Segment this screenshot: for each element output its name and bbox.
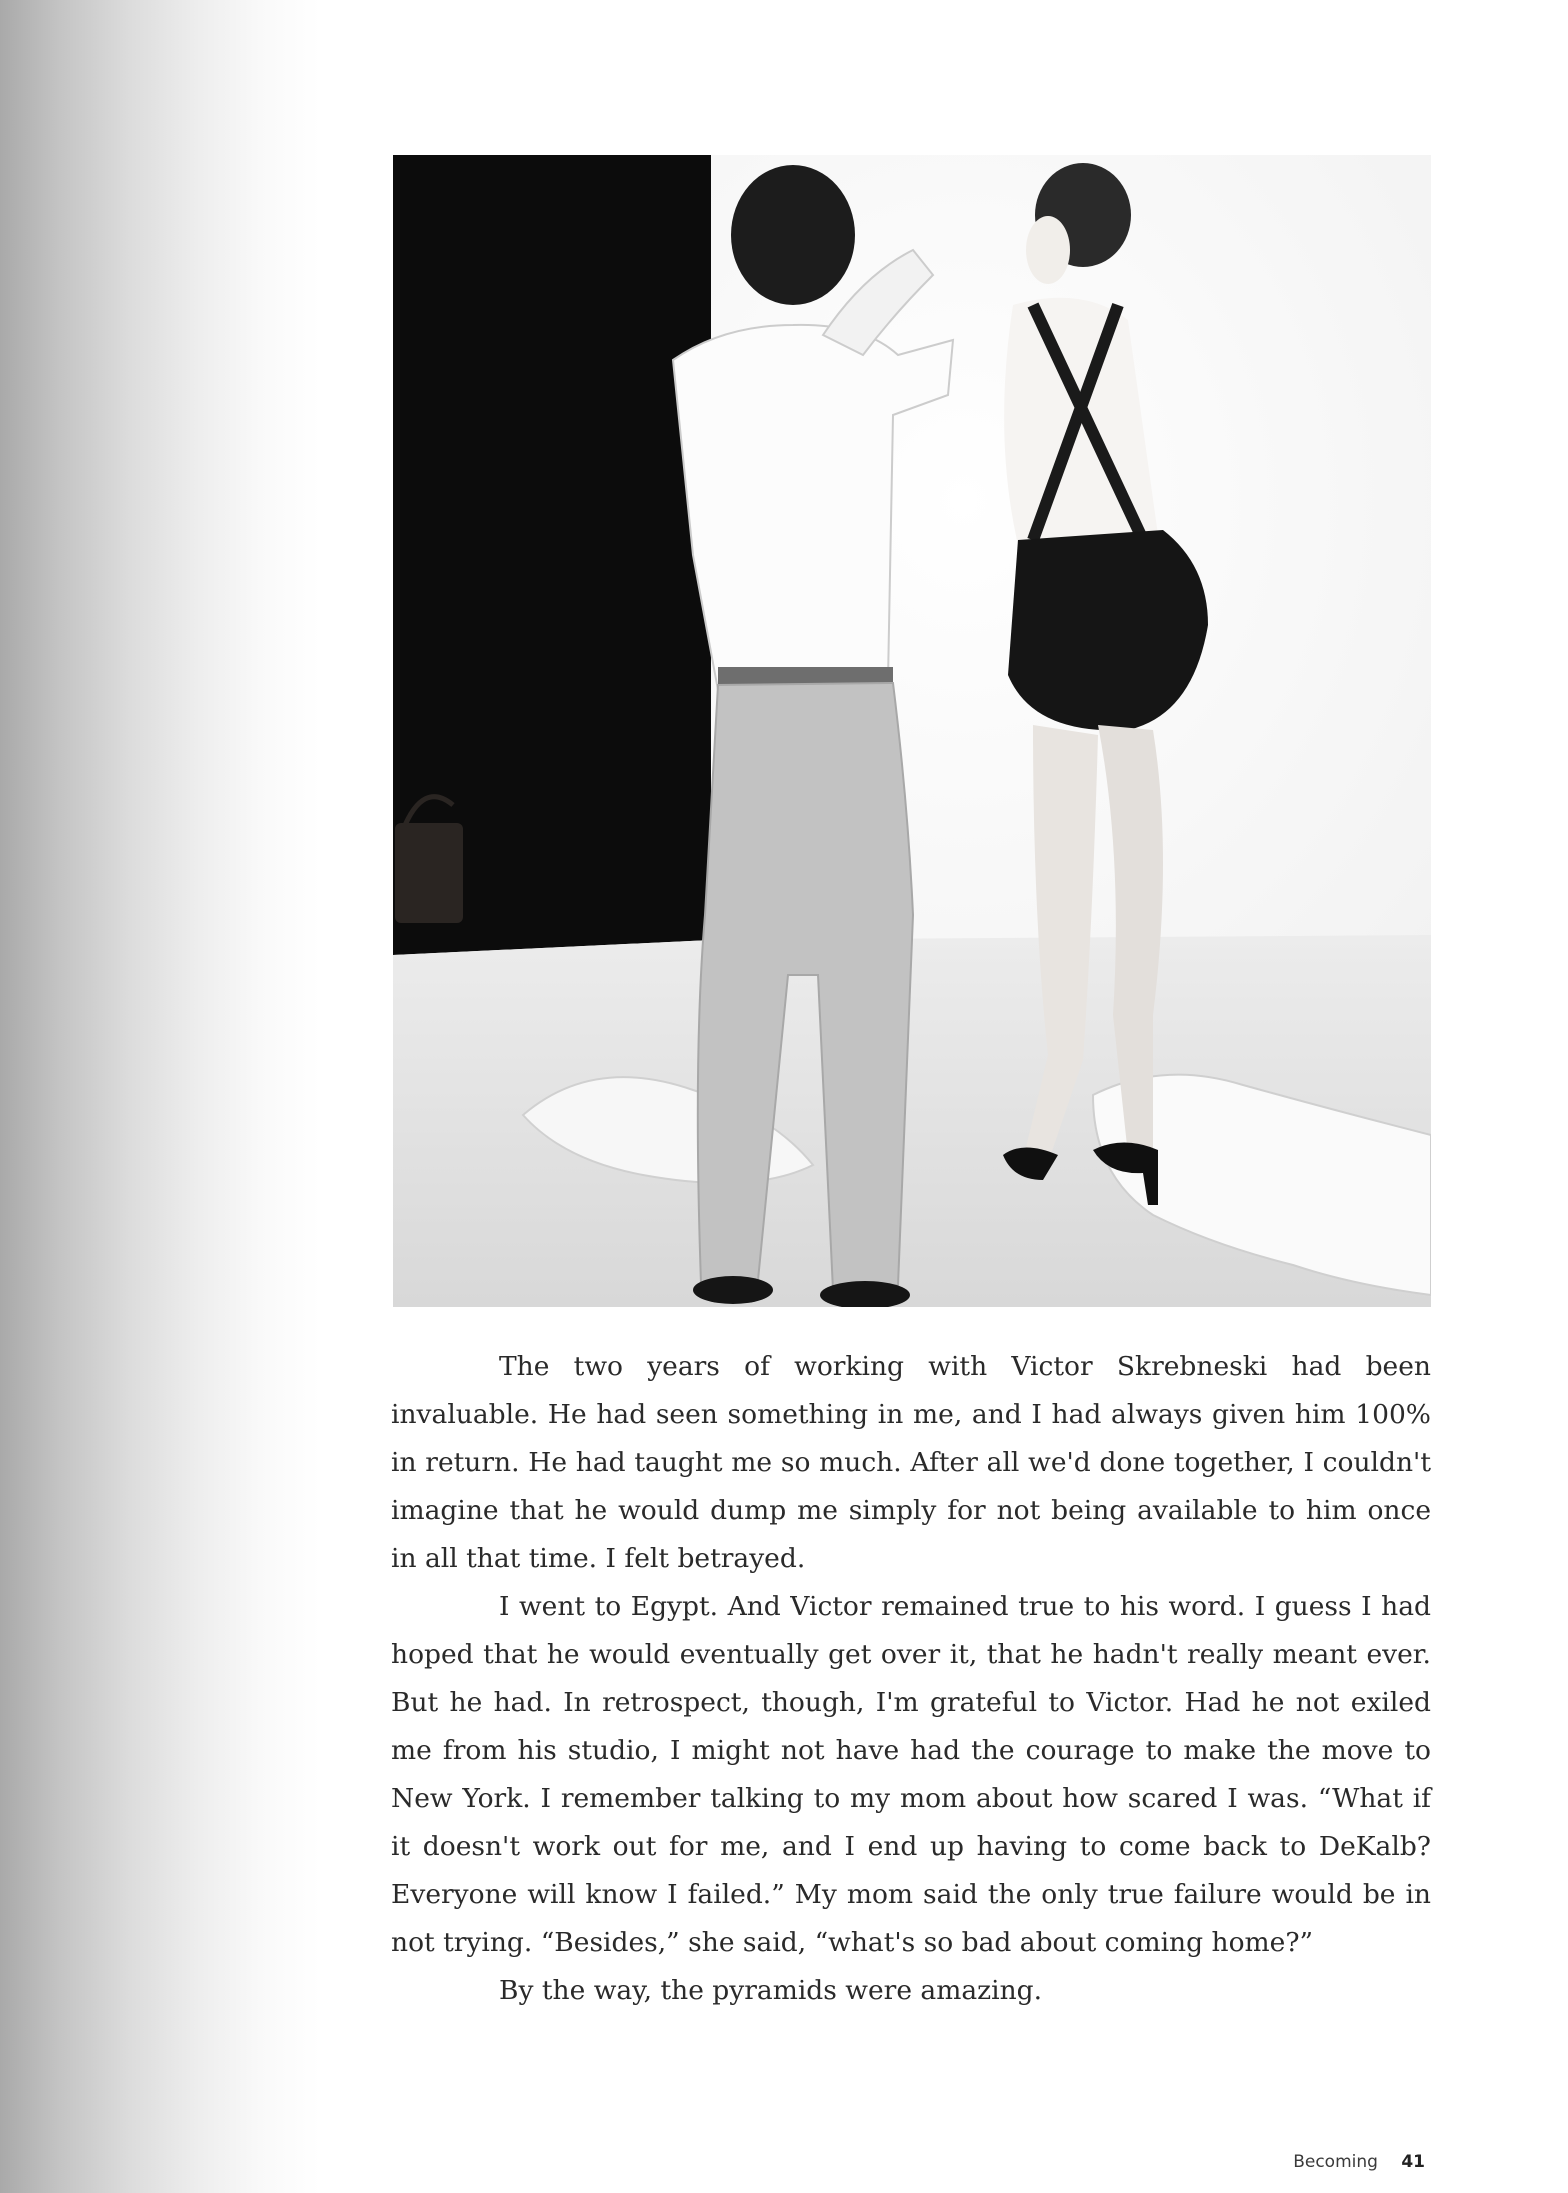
paragraph-3: By the way, the pyramids were amazing. <box>499 1975 1043 2006</box>
studio-photograph <box>393 155 1431 1307</box>
paragraph-1: The two years of working with Victor Skrebneski had been invaluable. He had seen something in me, and I had always given him 100% in return. He had taught me so much. After all we'd done together, I couldn't imagine that he would dump me simply for not being available to him once in all that time. I felt betrayed. <box>391 1351 1431 1574</box>
paragraph-2: I went to Egypt. And Victor remained true to his word. I guess I had hoped that he would eventually get over it, that he hadn't really meant ever. But he had. In retrospect, though, I'm grateful to Victor. Had he not exiled me from his studio, I might not have had the courage to make the move to New York. I remember talking to my mom about how scared I was. “What if it doesn't work out for me, and I end up having to come back to DeKalb? Everyone will know I failed.” My mom said the only true failure would be in not trying. “Besides,” she said, “what's so bad about coming home?” <box>391 1591 1431 1958</box>
body-text <box>391 1343 1431 2015</box>
photo-illustration <box>393 155 1431 1307</box>
page-footer <box>1293 2152 1425 2172</box>
running-book-title: Becoming <box>1293 2152 1378 2172</box>
page-number: 41 <box>1401 2152 1425 2172</box>
